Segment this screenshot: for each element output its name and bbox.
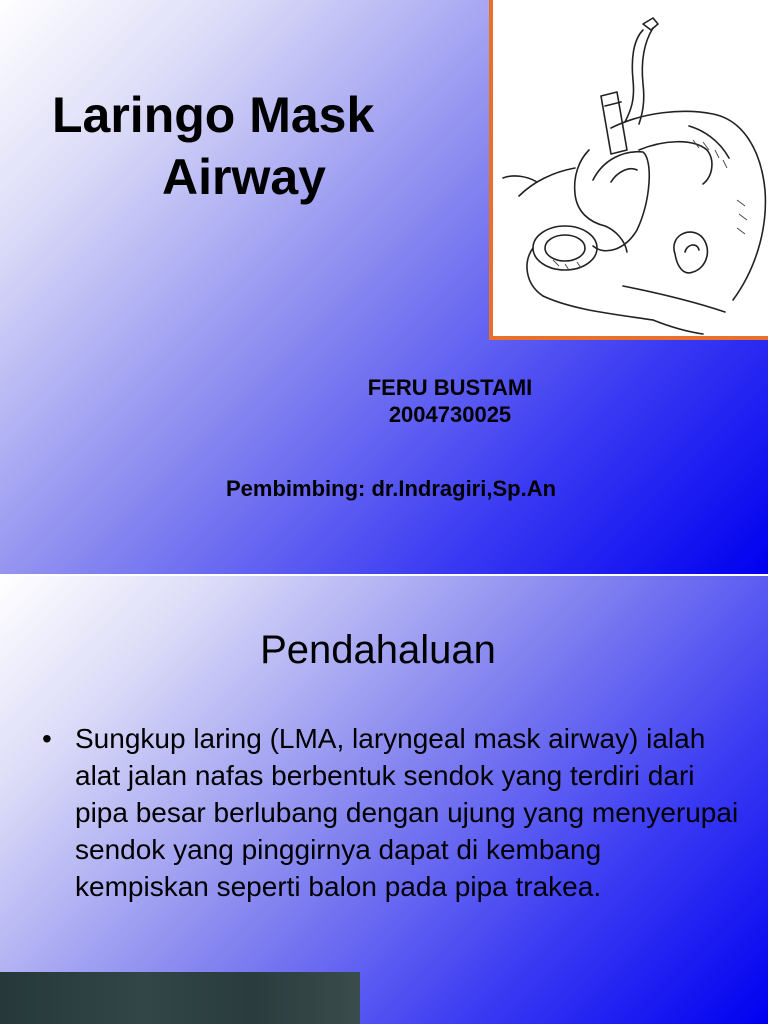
bullet-icon: •	[42, 723, 52, 754]
next-slide-preview-strip	[0, 972, 360, 1024]
lma-illustration	[489, 0, 768, 340]
lma-drawing	[493, 0, 768, 336]
bullet-text: Sungkup laring (LMA, laryngeal mask airway) ialah alat jalan nafas berbentuk sendok yang terdiri dari pipa besar berlubang dengan ujung yang menyerupai sendok yang pinggirnya dapat di kembang kempiskan seperti balon pada pipa trakea.	[75, 723, 739, 902]
author-name: FERU BUSTAMI	[367, 375, 533, 400]
slide-heading: Pendahaluan	[260, 628, 496, 672]
title-line-2: Airway	[162, 149, 326, 205]
title-line-1: Laringo Mask	[52, 87, 375, 143]
author-id: 2004730025	[388, 402, 512, 427]
author-block	[300, 374, 600, 428]
slide-title-heading	[52, 84, 472, 208]
supervisor-line: Pembimbing: dr.Indragiri,Sp.An	[226, 476, 557, 501]
bullet-item	[42, 720, 742, 905]
slide-introduction	[0, 576, 768, 1024]
